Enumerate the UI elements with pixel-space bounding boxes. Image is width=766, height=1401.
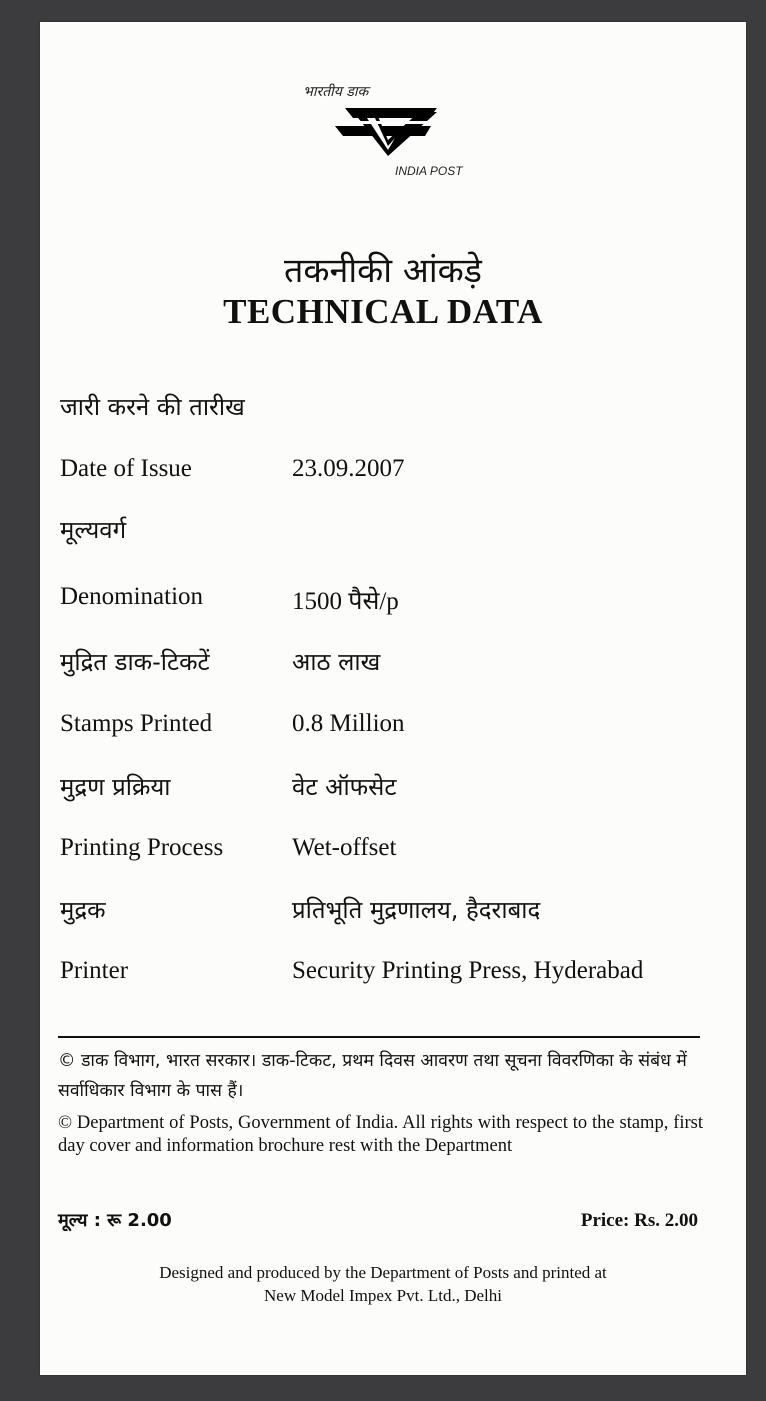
price-hindi: मूल्य : रू 2.00 [58, 1210, 172, 1231]
price-english: Price: Rs. 2.00 [580, 1210, 698, 1231]
denomination-hindi-label: मूल्यवर्ग [60, 516, 127, 544]
printer-hindi-value: प्रतिभूति मुद्रणालय, हैदराबाद [292, 896, 541, 924]
printer-label: Printer [60, 957, 129, 984]
india-post-logo [295, 82, 475, 182]
issue-date-label: Date of Issue [60, 455, 192, 482]
divider-rule [58, 1036, 700, 1038]
process-hindi-label: मुद्रण प्रक्रिया [60, 773, 171, 801]
stamps-printed-hindi-value: आठ लाख [292, 648, 381, 676]
denomination-value: 1500 पैसे/p [292, 588, 399, 615]
brand-english: INDIA POST [395, 164, 463, 178]
stamps-printed-label: Stamps Printed [60, 710, 213, 737]
printer-hindi-label: मुद्रक [60, 896, 106, 924]
process-hindi-value: वेट ऑफसेट [292, 773, 397, 801]
brochure-sheet [40, 22, 746, 1375]
copyright-english: © Department of Posts, Government of India. All rights with respect to the stamp, first day cover and information brochure rest with the Department [58, 1113, 703, 1156]
brand-hindi: भारतीय डाक [303, 84, 369, 100]
process-label: Printing Process [60, 834, 224, 861]
india-post-logo-icon [333, 104, 439, 160]
stamps-printed-value: 0.8 Million [292, 710, 405, 737]
copyright-hindi: © डाक विभाग, भारत सरकार। डाक-टिकट, प्रथम दिवस आवरण तथा सूचना विवरणिका के संबंध में सर्वाधिकार विभाग के पास हैं। [58, 1051, 687, 1101]
issue-date-hindi-label: जारी करने की तारीख [60, 393, 245, 421]
process-value: Wet-offset [292, 834, 397, 861]
credit-line-1: Designed and produced by the Department of Posts and printed at [159, 1263, 607, 1282]
production-credit [0, 1261, 766, 1307]
stamps-printed-hindi-label: मुद्रित डाक-टिकटें [60, 648, 210, 676]
credit-line-2: New Model Impex Pvt. Ltd., Delhi [264, 1286, 502, 1305]
printer-value: Security Printing Press, Hyderabad [292, 957, 644, 984]
title-english: TECHNICAL DATA [223, 292, 543, 331]
title-hindi: तकनीकी आंकड़े [284, 251, 482, 291]
issue-date-value: 23.09.2007 [292, 455, 405, 482]
denomination-label: Denomination [60, 583, 204, 610]
